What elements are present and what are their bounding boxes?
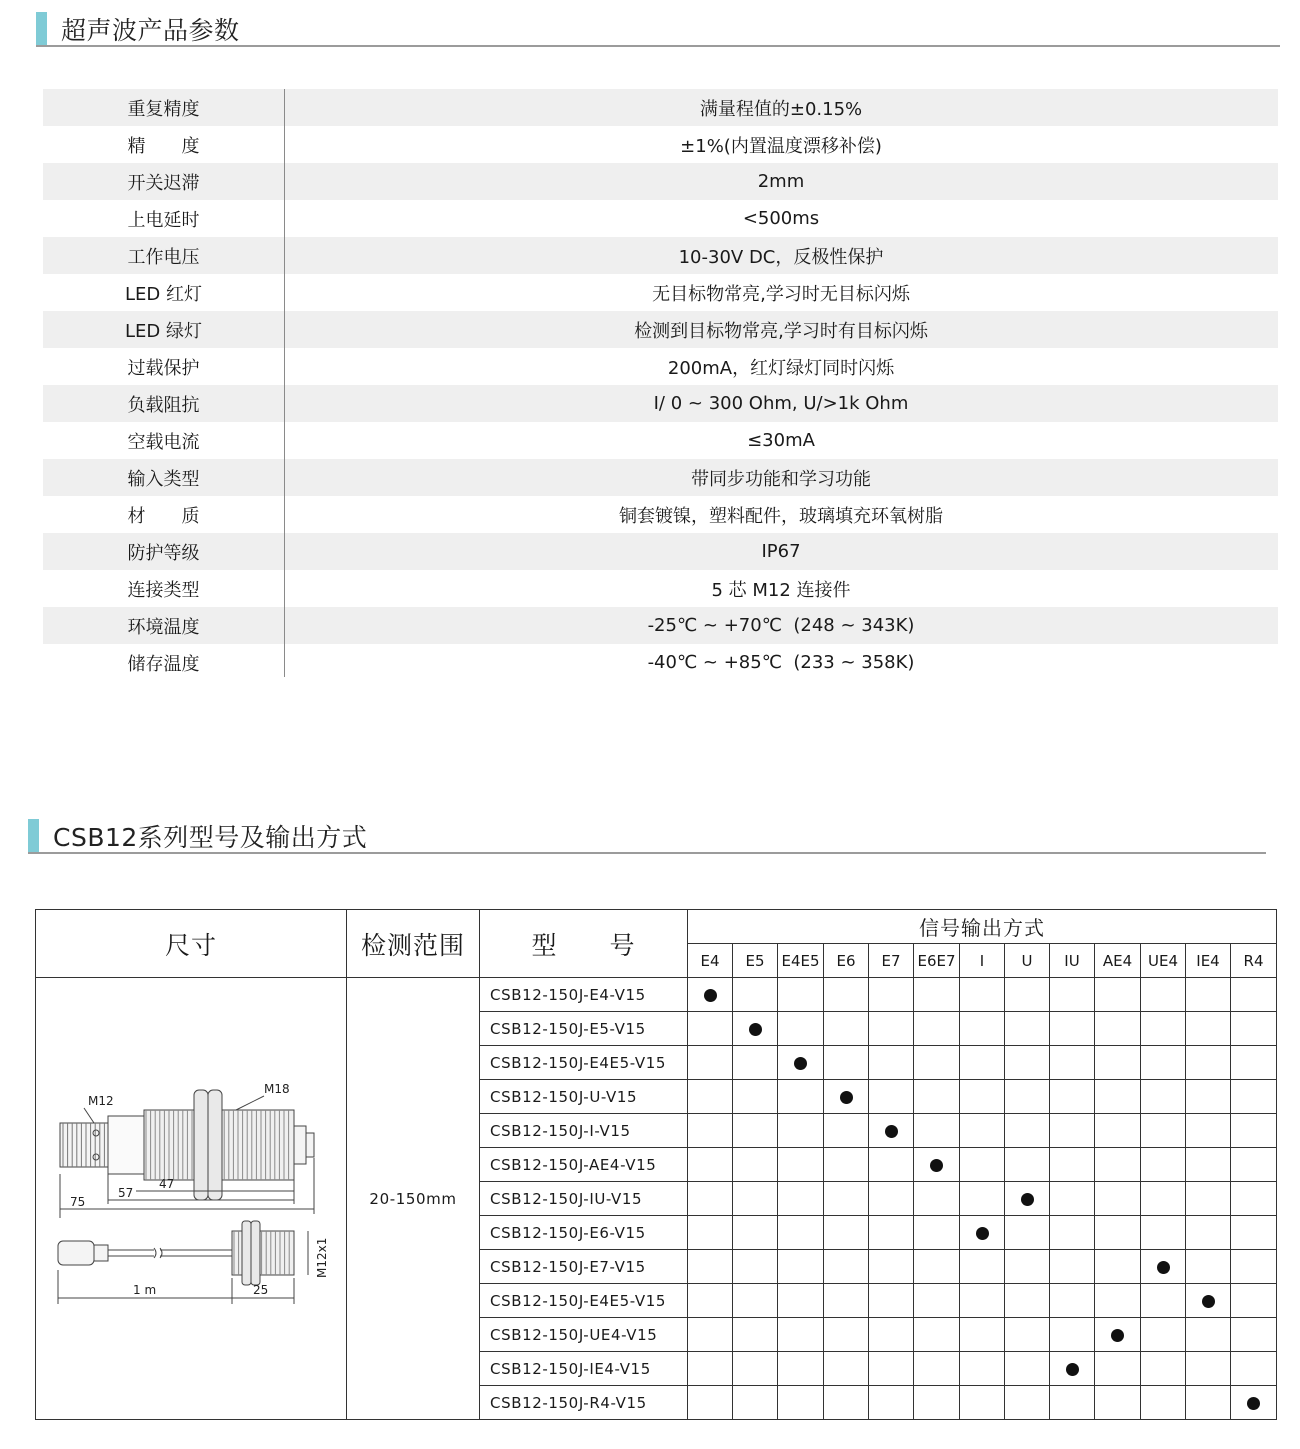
output-type-header: IU xyxy=(1050,944,1095,978)
output-cell xyxy=(869,1216,914,1250)
spec-row xyxy=(43,274,1278,311)
spec-label: 工作电压 xyxy=(127,246,200,268)
output-cell xyxy=(914,1046,960,1080)
output-cell xyxy=(1095,1386,1141,1420)
output-cell xyxy=(1050,1250,1095,1284)
filled-dot-icon xyxy=(749,1023,762,1036)
spec-label: 环境温度 xyxy=(127,616,200,638)
output-cell xyxy=(1141,1216,1186,1250)
spec-value: 无目标物常亮,学习时无目标闪烁 xyxy=(652,283,910,305)
spec-row xyxy=(43,459,1278,496)
label-m18: M18 xyxy=(264,1082,290,1096)
model-number: CSB12-150J-U-V15 xyxy=(480,1080,688,1114)
filled-dot-icon xyxy=(1247,1397,1260,1410)
output-cell xyxy=(914,1114,960,1148)
spec-value: 带同步功能和学习功能 xyxy=(691,468,871,490)
output-cell xyxy=(1095,1080,1141,1114)
spec-table xyxy=(43,89,1278,681)
output-cell xyxy=(824,1080,869,1114)
model-number: CSB12-150J-IU-V15 xyxy=(480,1182,688,1216)
output-cell xyxy=(733,1284,778,1318)
output-cell xyxy=(960,1386,1005,1420)
output-cell xyxy=(778,1386,824,1420)
output-cell xyxy=(869,978,914,1012)
output-cell xyxy=(869,1046,914,1080)
output-cell xyxy=(1095,1318,1141,1352)
output-cell xyxy=(960,1182,1005,1216)
output-cell xyxy=(1231,1046,1277,1080)
output-cell xyxy=(1005,1046,1050,1080)
output-cell xyxy=(1050,1284,1095,1318)
output-cell xyxy=(914,1182,960,1216)
output-type-header: E7 xyxy=(869,944,914,978)
output-cell xyxy=(1231,1012,1277,1046)
output-cell xyxy=(960,1216,1005,1250)
spec-row xyxy=(43,89,1278,126)
output-type-header: IE4 xyxy=(1186,944,1231,978)
output-cell xyxy=(1095,1352,1141,1386)
output-cell xyxy=(688,1080,733,1114)
output-cell xyxy=(688,1250,733,1284)
output-cell xyxy=(1186,1012,1231,1046)
spec-value: ±1%(内置温度漂移补偿) xyxy=(680,135,882,157)
filled-dot-icon xyxy=(930,1159,943,1172)
output-cell xyxy=(1141,1012,1186,1046)
output-cell xyxy=(1050,1352,1095,1386)
header-output: 信号输出方式 xyxy=(688,910,1277,944)
spec-value: I/ 0 ~ 300 Ohm, U/>1k Ohm xyxy=(653,393,909,414)
output-cell xyxy=(1005,1114,1050,1148)
output-cell xyxy=(960,1318,1005,1352)
output-cell xyxy=(1231,1352,1277,1386)
spec-label: 负载阻抗 xyxy=(127,394,200,416)
output-cell xyxy=(824,1182,869,1216)
output-cell xyxy=(1186,1080,1231,1114)
output-cell xyxy=(733,1114,778,1148)
output-cell xyxy=(824,1250,869,1284)
detection-range: 20-150mm xyxy=(347,978,480,1420)
filled-dot-icon xyxy=(704,989,717,1002)
output-cell xyxy=(733,978,778,1012)
spec-value: 5 芯 M12 连接件 xyxy=(711,579,851,601)
output-cell xyxy=(869,1148,914,1182)
output-cell xyxy=(914,978,960,1012)
label-cable: 1 m xyxy=(133,1283,157,1297)
output-cell xyxy=(1095,1012,1141,1046)
spec-label: 储存温度 xyxy=(127,653,200,675)
spec-label: 重复精度 xyxy=(127,98,200,120)
output-cell xyxy=(1005,1148,1050,1182)
output-cell xyxy=(1141,1080,1186,1114)
spec-label: LED 绿灯 xyxy=(125,320,202,342)
models-section-title xyxy=(28,818,367,854)
output-type-header: E6 xyxy=(824,944,869,978)
model-number: CSB12-150J-R4-V15 xyxy=(480,1386,688,1420)
output-cell xyxy=(914,1148,960,1182)
spec-label: 过载保护 xyxy=(127,357,200,379)
label-25: 25 xyxy=(253,1283,269,1297)
spec-row xyxy=(43,311,1278,348)
models-title-rule xyxy=(28,852,1266,854)
output-cell xyxy=(1050,1318,1095,1352)
output-cell xyxy=(914,1352,960,1386)
model-output-table xyxy=(35,909,1277,1420)
spec-row xyxy=(43,644,1278,681)
model-number: CSB12-150J-E4E5-V15 xyxy=(480,1046,688,1080)
output-cell xyxy=(778,1352,824,1386)
output-cell xyxy=(869,1080,914,1114)
output-cell xyxy=(869,1386,914,1420)
filled-dot-icon xyxy=(1066,1363,1079,1376)
filled-dot-icon xyxy=(1111,1329,1124,1342)
output-cell xyxy=(914,1250,960,1284)
output-cell xyxy=(869,1012,914,1046)
output-cell xyxy=(869,1182,914,1216)
model-number: CSB12-150J-E4-V15 xyxy=(480,978,688,1012)
output-cell xyxy=(688,978,733,1012)
output-cell xyxy=(1186,1284,1231,1318)
output-cell xyxy=(778,1250,824,1284)
spec-value: 铜套镀镍，塑料配件，玻璃填充环氧树脂 xyxy=(619,505,943,527)
output-cell xyxy=(1095,1284,1141,1318)
spec-label: 上电延时 xyxy=(127,209,200,231)
output-cell xyxy=(688,1148,733,1182)
output-cell xyxy=(1005,1284,1050,1318)
spec-row xyxy=(43,496,1278,533)
spec-label: 开关迟滞 xyxy=(127,172,200,194)
output-cell xyxy=(688,1284,733,1318)
output-type-header: E5 xyxy=(733,944,778,978)
output-cell xyxy=(914,1284,960,1318)
spec-label: 空载电流 xyxy=(127,431,200,453)
output-cell xyxy=(688,1386,733,1420)
output-cell xyxy=(688,1012,733,1046)
output-cell xyxy=(1141,1148,1186,1182)
output-cell xyxy=(1231,1114,1277,1148)
output-cell xyxy=(824,1046,869,1080)
output-cell xyxy=(1231,1250,1277,1284)
label-thread: M12x1 xyxy=(315,1237,329,1278)
output-cell xyxy=(1050,1182,1095,1216)
filled-dot-icon xyxy=(885,1125,898,1138)
spec-row xyxy=(43,126,1278,163)
output-cell xyxy=(1141,1352,1186,1386)
output-cell xyxy=(1095,1046,1141,1080)
output-type-header: AE4 xyxy=(1095,944,1141,978)
output-cell xyxy=(960,978,1005,1012)
output-cell xyxy=(733,1352,778,1386)
spec-value: IP67 xyxy=(761,541,801,562)
output-type-header: E4 xyxy=(688,944,733,978)
output-type-header: E4E5 xyxy=(778,944,824,978)
output-cell xyxy=(869,1284,914,1318)
model-number: CSB12-150J-E6-V15 xyxy=(480,1216,688,1250)
output-cell xyxy=(824,1114,869,1148)
model-number: CSB12-150J-E5-V15 xyxy=(480,1012,688,1046)
spec-label: LED 红灯 xyxy=(125,283,202,305)
spec-label: 材 质 xyxy=(127,505,200,527)
spec-value: 2mm xyxy=(757,171,805,192)
output-cell xyxy=(733,1250,778,1284)
output-cell xyxy=(960,1250,1005,1284)
label-75: 75 xyxy=(70,1195,86,1209)
output-cell xyxy=(960,1012,1005,1046)
output-cell xyxy=(1141,1318,1186,1352)
output-cell xyxy=(1231,1148,1277,1182)
output-cell xyxy=(733,1318,778,1352)
output-cell xyxy=(778,1216,824,1250)
models-title-text: CSB12系列型号及输出方式 xyxy=(53,823,368,852)
spec-value: -25℃ ~ +70℃ (248 ~ 343K) xyxy=(647,615,915,636)
output-cell xyxy=(1186,1216,1231,1250)
filled-dot-icon xyxy=(1157,1261,1170,1274)
output-type-header: I xyxy=(960,944,1005,978)
output-cell xyxy=(869,1250,914,1284)
output-cell xyxy=(914,1080,960,1114)
params-section-title xyxy=(36,11,240,47)
output-cell xyxy=(960,1352,1005,1386)
spec-label: 防护等级 xyxy=(127,542,200,564)
output-cell xyxy=(733,1080,778,1114)
output-cell xyxy=(869,1114,914,1148)
spec-row xyxy=(43,237,1278,274)
output-type-header: E6E7 xyxy=(914,944,960,978)
output-cell xyxy=(914,1386,960,1420)
output-type-header: UE4 xyxy=(1141,944,1186,978)
output-cell xyxy=(1095,1216,1141,1250)
output-cell xyxy=(688,1352,733,1386)
label-57: 57 xyxy=(118,1186,134,1200)
output-cell xyxy=(1050,1012,1095,1046)
output-cell xyxy=(1050,1114,1095,1148)
model-number: CSB12-150J-IE4-V15 xyxy=(480,1352,688,1386)
output-cell xyxy=(778,1318,824,1352)
output-cell xyxy=(1231,1182,1277,1216)
output-cell xyxy=(1005,978,1050,1012)
filled-dot-icon xyxy=(840,1091,853,1104)
spec-value: 满量程值的±0.15% xyxy=(699,98,863,120)
model-number: CSB12-150J-UE4-V15 xyxy=(480,1318,688,1352)
output-cell xyxy=(778,1080,824,1114)
output-cell xyxy=(1095,978,1141,1012)
output-cell xyxy=(824,978,869,1012)
output-cell xyxy=(1186,1148,1231,1182)
output-cell xyxy=(1050,1148,1095,1182)
output-cell xyxy=(824,1148,869,1182)
label-m12: M12 xyxy=(88,1094,114,1108)
output-cell xyxy=(1050,978,1095,1012)
output-cell xyxy=(1231,1080,1277,1114)
filled-dot-icon xyxy=(794,1057,807,1070)
output-cell xyxy=(1005,1318,1050,1352)
output-cell xyxy=(778,1012,824,1046)
output-cell xyxy=(733,1216,778,1250)
output-cell xyxy=(824,1216,869,1250)
title-accent-bar xyxy=(28,819,39,853)
output-type-header: U xyxy=(1005,944,1050,978)
output-cell xyxy=(1186,978,1231,1012)
spec-value: <500ms xyxy=(742,208,820,229)
spec-value: 检测到目标物常亮,学习时有目标闪烁 xyxy=(634,320,928,342)
spec-value: 10-30V DC，反极性保护 xyxy=(678,246,884,268)
output-cell xyxy=(1141,1046,1186,1080)
output-cell xyxy=(1231,978,1277,1012)
output-cell xyxy=(1095,1182,1141,1216)
spec-label: 输入类型 xyxy=(127,468,200,490)
output-cell xyxy=(1186,1386,1231,1420)
output-cell xyxy=(1050,1046,1095,1080)
spec-row xyxy=(43,385,1278,422)
model-number: CSB12-150J-E4E5-V15 xyxy=(480,1284,688,1318)
header-range: 检测范围 xyxy=(347,910,480,978)
model-number: CSB12-150J-I-V15 xyxy=(480,1114,688,1148)
output-cell xyxy=(960,1284,1005,1318)
output-cell xyxy=(733,1148,778,1182)
spec-row xyxy=(43,348,1278,385)
output-cell xyxy=(733,1046,778,1080)
output-cell xyxy=(1231,1386,1277,1420)
output-cell xyxy=(733,1012,778,1046)
output-cell xyxy=(1005,1216,1050,1250)
output-cell xyxy=(778,1284,824,1318)
output-cell xyxy=(960,1148,1005,1182)
output-cell xyxy=(688,1318,733,1352)
spec-label: 精 度 xyxy=(127,135,200,157)
output-cell xyxy=(1186,1046,1231,1080)
output-cell xyxy=(1186,1318,1231,1352)
label-47: 47 xyxy=(159,1177,175,1191)
model-number: CSB12-150J-AE4-V15 xyxy=(480,1148,688,1182)
output-cell xyxy=(1186,1250,1231,1284)
output-cell xyxy=(824,1352,869,1386)
spec-row xyxy=(43,422,1278,459)
output-cell xyxy=(1231,1216,1277,1250)
output-cell xyxy=(688,1114,733,1148)
header-model: 型 号 xyxy=(480,910,688,978)
output-cell xyxy=(1095,1148,1141,1182)
output-cell xyxy=(1005,1250,1050,1284)
output-cell xyxy=(869,1318,914,1352)
params-title-text: 超声波产品参数 xyxy=(61,16,240,45)
model-number: CSB12-150J-E7-V15 xyxy=(480,1250,688,1284)
spec-value: ≤30mA xyxy=(747,430,815,451)
output-cell xyxy=(688,1046,733,1080)
output-cell xyxy=(1095,1250,1141,1284)
output-cell xyxy=(914,1012,960,1046)
output-cell xyxy=(960,1114,1005,1148)
dimension-drawing-cell xyxy=(36,978,347,1420)
output-cell xyxy=(824,1284,869,1318)
output-cell xyxy=(733,1182,778,1216)
filled-dot-icon xyxy=(1021,1193,1034,1206)
output-cell xyxy=(778,1114,824,1148)
output-cell xyxy=(914,1318,960,1352)
header-size: 尺寸 xyxy=(36,910,347,978)
output-cell xyxy=(960,1080,1005,1114)
output-cell xyxy=(1141,978,1186,1012)
output-cell xyxy=(688,1216,733,1250)
output-cell xyxy=(1141,1182,1186,1216)
spec-value: 200mA，红灯绿灯同时闪烁 xyxy=(667,357,895,379)
spec-table-divider xyxy=(284,89,285,677)
output-cell xyxy=(869,1352,914,1386)
spec-row xyxy=(43,200,1278,237)
spec-label: 连接类型 xyxy=(127,579,200,601)
output-cell xyxy=(1005,1352,1050,1386)
output-cell xyxy=(1186,1352,1231,1386)
params-title-rule xyxy=(36,45,1280,47)
output-cell xyxy=(688,1182,733,1216)
table-row xyxy=(36,978,1277,1012)
output-cell xyxy=(1141,1386,1186,1420)
output-cell xyxy=(1005,1080,1050,1114)
output-cell xyxy=(778,1148,824,1182)
filled-dot-icon xyxy=(976,1227,989,1240)
output-cell xyxy=(1141,1114,1186,1148)
output-cell xyxy=(1186,1114,1231,1148)
sensor-dimension-drawing xyxy=(36,978,347,1418)
spec-row xyxy=(43,533,1278,570)
output-cell xyxy=(914,1216,960,1250)
output-cell xyxy=(1231,1284,1277,1318)
output-cell xyxy=(778,978,824,1012)
output-cell xyxy=(824,1012,869,1046)
output-cell xyxy=(1005,1182,1050,1216)
output-type-header: R4 xyxy=(1231,944,1277,978)
spec-row xyxy=(43,570,1278,607)
spec-row xyxy=(43,607,1278,644)
output-cell xyxy=(1005,1386,1050,1420)
output-cell xyxy=(778,1046,824,1080)
output-cell xyxy=(1186,1182,1231,1216)
output-cell xyxy=(1050,1216,1095,1250)
output-cell xyxy=(1005,1012,1050,1046)
output-cell xyxy=(960,1046,1005,1080)
output-cell xyxy=(824,1318,869,1352)
spec-row xyxy=(43,163,1278,200)
output-cell xyxy=(1141,1250,1186,1284)
output-cell xyxy=(778,1182,824,1216)
spec-value: -40℃ ~ +85℃ (233 ~ 358K) xyxy=(647,652,915,673)
output-cell xyxy=(1050,1386,1095,1420)
output-cell xyxy=(1095,1114,1141,1148)
output-cell xyxy=(733,1386,778,1420)
output-cell xyxy=(1231,1318,1277,1352)
filled-dot-icon xyxy=(1202,1295,1215,1308)
output-cell xyxy=(1050,1080,1095,1114)
title-accent-bar xyxy=(36,12,47,46)
output-cell xyxy=(824,1386,869,1420)
output-cell xyxy=(1141,1284,1186,1318)
